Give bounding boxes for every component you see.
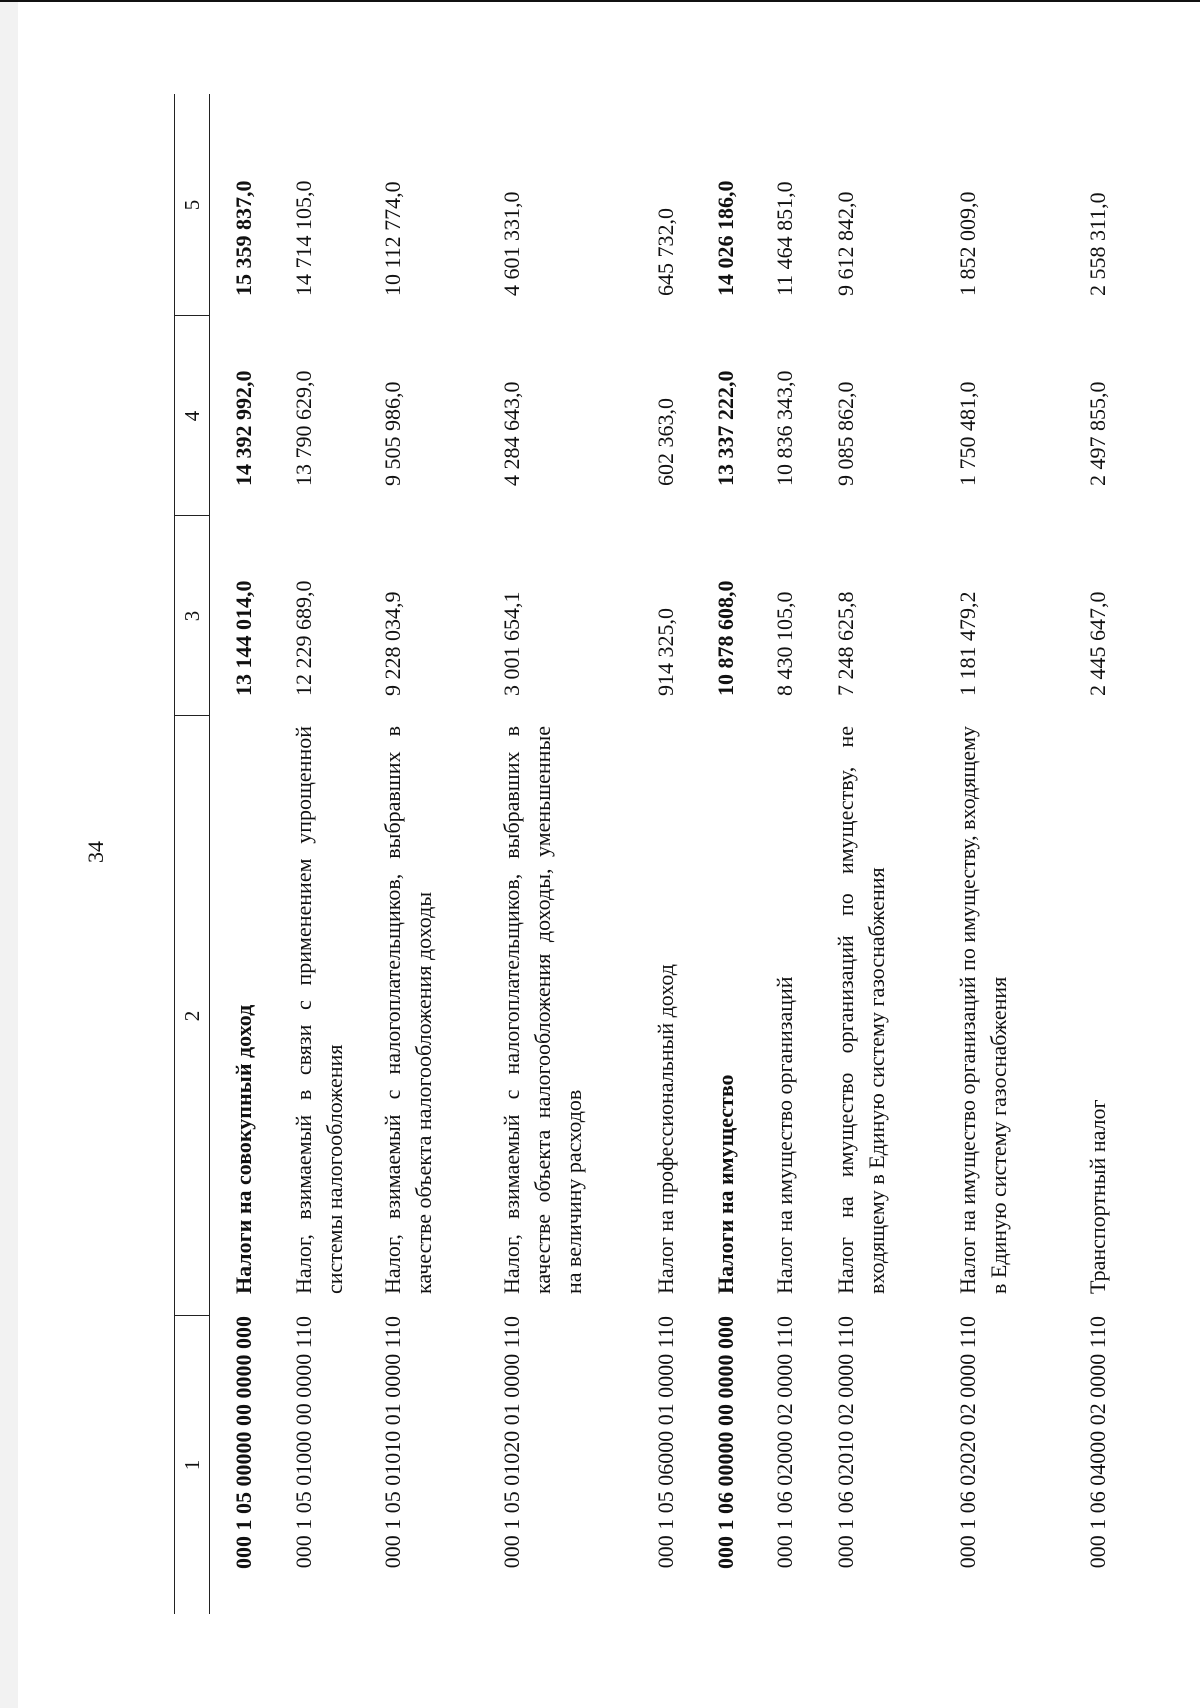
- row-value-col5: 11 464 851,0: [772, 181, 797, 296]
- row-value-col3: 8 430 105,0: [772, 591, 797, 696]
- scan-left-edge: [0, 0, 18, 1708]
- row-value-col4: 13 337 222,0: [713, 370, 738, 486]
- row-value-col3: 3 001 654,1: [499, 591, 524, 696]
- row-code: 000 1 05 01000 00 0000 110: [291, 1316, 316, 1569]
- row-value-col5: 10 112 774,0: [380, 181, 405, 296]
- row-value-col4: 13 790 629,0: [291, 370, 316, 486]
- row-code: 000 1 05 01020 01 0000 110: [499, 1316, 524, 1569]
- page-number: 34: [83, 841, 108, 863]
- header-col-4: 4: [180, 410, 204, 422]
- row-value-col3: 9 228 034,9: [380, 591, 405, 696]
- row-value-col5: 1 852 009,0: [955, 191, 980, 296]
- row-code: 000 1 06 04000 02 0000 110: [1085, 1316, 1110, 1569]
- row-code: 000 1 05 01010 01 0000 110: [380, 1316, 405, 1569]
- row-name: Налог, взимаемый в связи с применением упрощенной системы налогообложения: [291, 726, 347, 1294]
- row-value-col5: 14 026 186,0: [713, 180, 738, 296]
- row-value-col4: 602 363,0: [653, 398, 678, 486]
- row-name: Налоги на имущество: [713, 1074, 738, 1294]
- row-name: Налог на имущество организаций по имуществу, не входящему в Единую систему газоснабжения: [833, 726, 889, 1294]
- row-code: 000 1 06 02020 02 0000 110: [955, 1316, 980, 1569]
- row-value-col3: 2 445 647,0: [1085, 591, 1110, 696]
- row-code: 000 1 06 02010 02 0000 110: [833, 1316, 858, 1569]
- row-name: Налог на имущество организаций: [772, 976, 797, 1294]
- table-header: [174, 94, 210, 1614]
- row-name: Налоги на совокупный доход: [231, 1004, 256, 1294]
- row-value-col5: 645 732,0: [653, 208, 678, 296]
- row-value-col4: 14 392 992,0: [231, 370, 256, 486]
- header-col-2: 2: [180, 1010, 204, 1022]
- row-code: 000 1 06 02000 02 0000 110: [772, 1316, 797, 1569]
- row-name: Налог, взимаемый с налогоплательщиков, выбравших в качестве объекта налогообложения доходы: [380, 726, 436, 1294]
- row-value-col4: 2 497 855,0: [1085, 381, 1110, 486]
- row-value-col3: 10 878 608,0: [713, 580, 738, 696]
- row-value-col3: 12 229 689,0: [291, 580, 316, 696]
- row-code: 000 1 06 00000 00 0000 000: [713, 1316, 738, 1569]
- row-value-col3: 1 181 479,2: [955, 591, 980, 696]
- row-name: Транспортный налог: [1085, 1099, 1110, 1294]
- row-value-col4: 1 750 481,0: [955, 381, 980, 486]
- header-col-1: 1: [180, 1459, 204, 1471]
- row-name: Налог, взимаемый с налогоплательщиков, выбравших в качестве объекта налогообложения доходы, уменьшенные на величину расходов: [499, 726, 586, 1294]
- row-value-col3: 914 325,0: [653, 608, 678, 696]
- row-name: Налог на имущество организаций по имуществу, входящему в Единую систему газоснабжения: [955, 726, 1011, 1294]
- row-value-col5: 15 359 837,0: [231, 180, 256, 296]
- row-value-col5: 14 714 105,0: [291, 180, 316, 296]
- row-value-col3: 7 248 625,8: [833, 591, 858, 696]
- revenue-table: [174, 94, 1200, 1614]
- row-value-col4: 10 836 343,0: [772, 370, 797, 486]
- row-value-col5: 2 558 311,0: [1085, 192, 1110, 296]
- row-value-col4: 9 505 986,0: [380, 381, 405, 486]
- row-code: 000 1 05 00000 00 0000 000: [231, 1316, 256, 1569]
- header-col-3: 3: [180, 610, 204, 622]
- row-code: 000 1 05 06000 01 0000 110: [653, 1316, 678, 1569]
- scan-top-edge: [0, 0, 1200, 2]
- row-value-col4: 9 085 862,0: [833, 381, 858, 486]
- header-col-5: 5: [180, 199, 204, 211]
- row-value-col3: 13 144 014,0: [231, 580, 256, 696]
- row-value-col5: 4 601 331,0: [499, 191, 524, 296]
- row-name: Налог на профессиональный доход: [653, 964, 678, 1294]
- row-value-col4: 4 284 643,0: [499, 381, 524, 486]
- row-value-col5: 9 612 842,0: [833, 191, 858, 296]
